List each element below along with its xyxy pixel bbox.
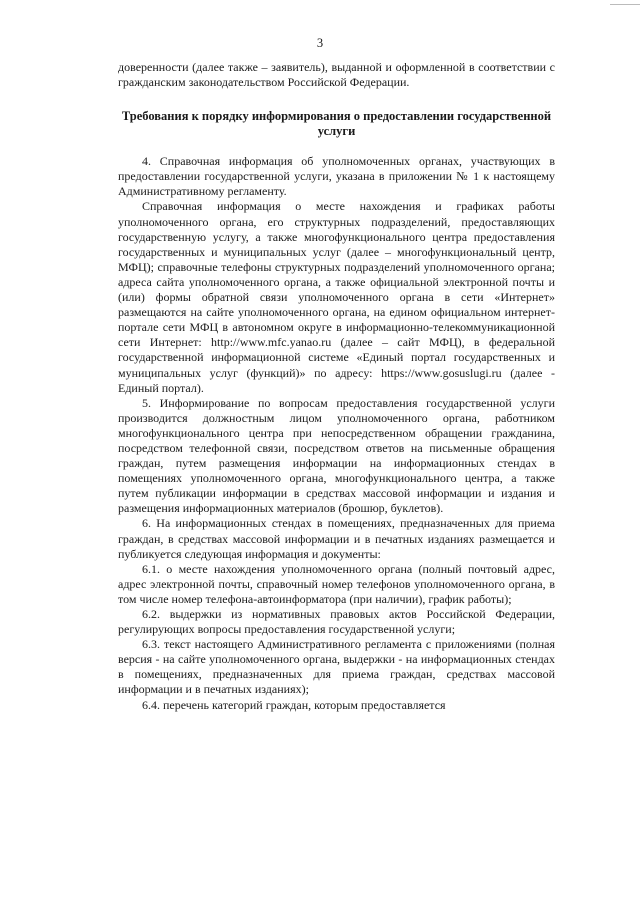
paragraph-6-2: 6.2. выдержки из нормативных правовых актов Российской Федерации, регулирующих вопросы предоставления государственной услуги;: [118, 607, 555, 637]
section-heading: Требования к порядку информирования о предоставлении государственной услуги: [121, 109, 552, 139]
paragraph-4: 4. Справочная информация об уполномоченных органах, участвующих в предоставлении государственной услуги, указана в приложении № 1 к настоящему Административному регламенту.: [118, 154, 555, 199]
paragraph-reference-info: Справочная информация о месте нахождения и графиках работы уполномоченного органа, его структурных подразделений, предоставляющих государственную услугу, а также многофункционального центра предоставления государственных и муниципальных услуг (далее – многофункциональный центр, МФЦ); справочные телефоны структурных подразделений уполномоченного органа; адреса сайта уполномоченного органа, а также официальной электронной почты и (или) формы обратной связи уполномоченного органа в сети «Интернет» размещаются на сайте уполномоченного органа, на едином официальном интернет-портале сети МФЦ в автономном округе в информационно-телекоммуникационной сети Интернет: http://www.mfc.yanao.ru (далее – сайт МФЦ), в федеральной государственной информационной системе «Единый портал государственных и муниципальных услуг (функций)» по адресу: https://www.gosuslugi.ru (далее - Единый портал).: [118, 199, 555, 395]
paragraph-6-3: 6.3. текст настоящего Административного регламента с приложениями (полная версия - на сайте уполномоченного органа, выдержки - на информационных стендах в помещениях, предназначенных для приема граждан, средствах массовой информации и в печатных изданиях);: [118, 637, 555, 697]
paragraph-5: 5. Информирование по вопросам предоставления государственной услуги производится должностным лицом уполномоченного органа, работником многофункционального центра при непосредственном обращении гражданина, посредством телефонной связи, посредством ответов на письменные обращения граждан, путем размещения информации на информационных стендах в помещениях уполномоченного органа, многофункционального центра, а также путем публикации информации в средствах массовой информации и издания и размещения информационных материалов (брошюр, буклетов).: [118, 395, 555, 516]
opening-paragraph: доверенности (далее также – заявитель), выданной и оформленной в соответствии с гражданским законодательством Российской Федерации.: [118, 60, 555, 90]
scan-edge-mark: [610, 0, 640, 5]
document-body: [118, 60, 555, 713]
paragraph-6-4: 6.4. перечень категорий граждан, которым предоставляется: [142, 697, 446, 712]
paragraph-6-1: 6.1. о месте нахождения уполномоченного органа (полный почтовый адрес, адрес электронной почты, справочный номер телефонов уполномоченного органа, в том числе номер телефона-автоинформатора (при наличии), график работы);: [118, 561, 555, 606]
page-number: 3: [316, 36, 324, 50]
paragraph-6: 6. На информационных стендах в помещениях, предназначенных для приема граждан, в средствах массовой информации и в печатных изданиях размещается и публикуется следующая информация и документы:: [118, 516, 555, 561]
